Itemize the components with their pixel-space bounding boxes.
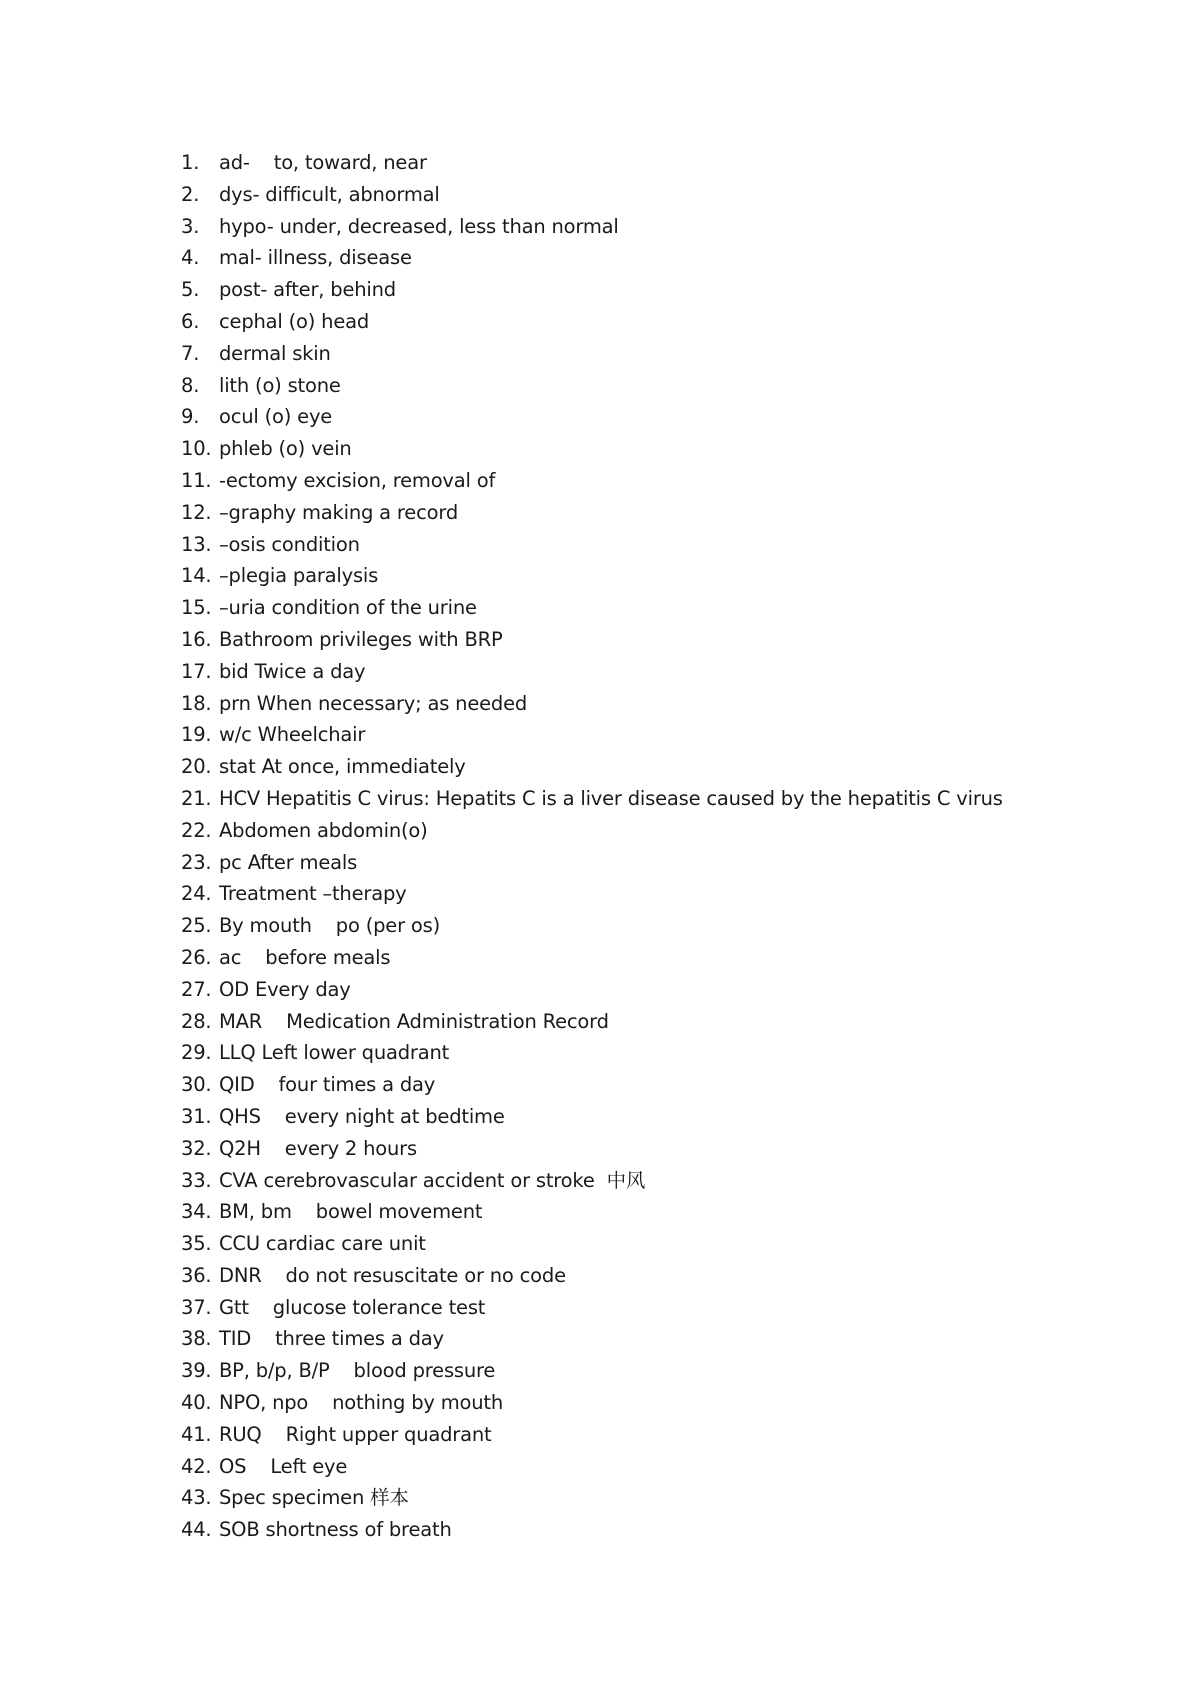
list-item-text: stat At once, immediately — [219, 755, 466, 779]
list-item — [181, 656, 1141, 688]
list-item — [181, 910, 1141, 942]
list-item-number: 41. — [181, 1422, 212, 1446]
list-item-text: –graphy making a record — [219, 500, 458, 524]
list-item-text: hypo- under, decreased, less than normal — [219, 214, 619, 238]
list-item-number: 28. — [181, 1009, 212, 1033]
list-item-text: Abdomen abdomin(o) — [219, 818, 428, 842]
list-item-number: 33. — [181, 1168, 212, 1192]
list-item-text: prn When necessary; as needed — [219, 691, 528, 715]
list-item — [181, 1482, 1141, 1514]
list-item — [181, 719, 1141, 751]
list-item — [181, 1323, 1141, 1355]
list-item-text: SOB shortness of breath — [219, 1518, 452, 1542]
list-item-number: 16. — [181, 627, 212, 651]
list-item-number: 23. — [181, 850, 212, 874]
list-item — [181, 1133, 1141, 1165]
list-item-text: post- after, behind — [219, 278, 396, 302]
list-item — [181, 1165, 1141, 1197]
list-item — [181, 433, 1141, 465]
list-item-number: 9. — [181, 405, 200, 429]
list-item-number: 24. — [181, 882, 212, 906]
list-item-number: 36. — [181, 1263, 212, 1287]
list-item — [181, 974, 1141, 1006]
list-item-number: 13. — [181, 532, 212, 556]
list-item-number: 2. — [181, 182, 200, 206]
list-item-number: 12. — [181, 500, 212, 524]
list-item-text: MAR Medication Administration Record — [219, 1009, 609, 1033]
list-item — [181, 179, 1141, 211]
list-item-number: 44. — [181, 1518, 212, 1542]
list-item-text: pc After meals — [219, 850, 358, 874]
list-item-text: By mouth po (per os) — [219, 914, 441, 938]
list-item-text: CCU cardiac care unit — [219, 1232, 426, 1256]
list-item-number: 15. — [181, 596, 212, 620]
list-item — [181, 211, 1141, 243]
list-item — [181, 878, 1141, 910]
list-item-number: 37. — [181, 1295, 212, 1319]
list-item-text: OD Every day — [219, 977, 351, 1001]
list-item-number: 7. — [181, 341, 200, 365]
list-item-number: 38. — [181, 1327, 212, 1351]
list-item-number: 8. — [181, 373, 200, 397]
list-item — [181, 465, 1141, 497]
list-item — [181, 1260, 1141, 1292]
list-item-text: Q2H every 2 hours — [219, 1136, 417, 1160]
list-item — [181, 1292, 1141, 1324]
list-item-number: 39. — [181, 1359, 212, 1383]
list-item-number: 40. — [181, 1391, 212, 1415]
list-item-number: 1. — [181, 151, 200, 174]
list-item — [181, 815, 1141, 847]
list-item-text: bid Twice a day — [219, 659, 366, 683]
list-item — [181, 1101, 1141, 1133]
list-item-text: –plegia paralysis — [219, 564, 379, 588]
list-item-text: HCV Hepatitis C virus: Hepatits C is a liver disease caused by the hepatitis C virus — [219, 786, 1003, 810]
list-item-number: 19. — [181, 723, 212, 747]
list-item-text: mal- illness, disease — [219, 246, 412, 270]
list-item — [181, 242, 1141, 274]
list-item-text: Bathroom privileges with BRP — [219, 627, 503, 651]
list-item-text: ac before meals — [219, 945, 391, 969]
list-item-number: 29. — [181, 1041, 212, 1065]
list-item-text: phleb (o) vein — [219, 437, 352, 461]
list-item-text: lith (o) stone — [219, 373, 341, 397]
list-item — [181, 1514, 1141, 1546]
list-item-text: dermal skin — [219, 341, 331, 365]
list-item — [181, 1451, 1141, 1483]
list-item-number: 31. — [181, 1104, 212, 1128]
list-item-number: 11. — [181, 468, 212, 492]
list-item-text: dys- difficult, abnormal — [219, 182, 440, 206]
terms-list — [181, 147, 1141, 1546]
list-item — [181, 751, 1141, 783]
list-item — [181, 274, 1141, 306]
list-item-text: –uria condition of the urine — [219, 596, 477, 620]
list-item-number: 42. — [181, 1454, 212, 1478]
list-item-text: LLQ Left lower quadrant — [219, 1041, 450, 1065]
list-item — [181, 338, 1141, 370]
list-item-number: 22. — [181, 818, 212, 842]
list-item-text: Treatment –therapy — [219, 882, 407, 906]
list-item-number: 18. — [181, 691, 212, 715]
list-item-text: cephal (o) head — [219, 309, 370, 333]
list-item-text: CVA cerebrovascular accident or stroke 中风 — [219, 1168, 646, 1192]
list-item-number: 21. — [181, 786, 212, 810]
list-item-text: BM, bm bowel movement — [219, 1200, 483, 1224]
list-item — [181, 560, 1141, 592]
list-item-text: QID four times a day — [219, 1073, 436, 1097]
list-item — [181, 592, 1141, 624]
list-item — [181, 624, 1141, 656]
list-item-text: TID three times a day — [219, 1327, 444, 1351]
list-item — [181, 1006, 1141, 1038]
list-item — [181, 1037, 1141, 1069]
list-item — [181, 306, 1141, 338]
list-item — [181, 147, 1141, 179]
list-item — [181, 1355, 1141, 1387]
list-item — [181, 529, 1141, 561]
list-item-text: RUQ Right upper quadrant — [219, 1422, 492, 1446]
list-item-text: DNR do not resuscitate or no code — [219, 1263, 566, 1287]
list-item-number: 5. — [181, 278, 200, 302]
list-item-text: -ectomy excision, removal of — [219, 468, 496, 492]
list-item-number: 6. — [181, 309, 200, 333]
list-item — [181, 1196, 1141, 1228]
list-item-number: 26. — [181, 945, 212, 969]
list-item — [181, 1387, 1141, 1419]
list-item-text: NPO, npo nothing by mouth — [219, 1391, 504, 1415]
list-item-number: 35. — [181, 1232, 212, 1256]
list-item — [181, 1069, 1141, 1101]
list-item-number: 27. — [181, 977, 212, 1001]
list-item — [181, 847, 1141, 879]
list-item — [181, 1228, 1141, 1260]
list-item-number: 43. — [181, 1486, 212, 1510]
list-item-number: 30. — [181, 1073, 212, 1097]
list-item-number: 3. — [181, 214, 200, 238]
list-item — [181, 942, 1141, 974]
list-item — [181, 497, 1141, 529]
list-item-text: Gtt glucose tolerance test — [219, 1295, 486, 1319]
list-item-number: 14. — [181, 564, 212, 588]
list-item-number: 34. — [181, 1200, 212, 1224]
list-item-number: 4. — [181, 246, 200, 270]
list-item — [181, 688, 1141, 720]
list-item-number: 20. — [181, 755, 212, 779]
list-item-text: ad- to, toward, near — [219, 151, 427, 174]
list-item-text: BP, b/p, B/P blood pressure — [219, 1359, 496, 1383]
list-item-text: w/c Wheelchair — [219, 723, 366, 747]
list-item-text: –osis condition — [219, 532, 360, 556]
list-item-number: 32. — [181, 1136, 212, 1160]
list-item-number: 10. — [181, 437, 212, 461]
list-item — [181, 783, 1141, 815]
list-item-number: 25. — [181, 914, 212, 938]
list-item-text: QHS every night at bedtime — [219, 1104, 505, 1128]
list-item-number: 17. — [181, 659, 212, 683]
list-item — [181, 401, 1141, 433]
list-item — [181, 370, 1141, 402]
list-item-text: ocul (o) eye — [219, 405, 333, 429]
list-item-text: Spec specimen 样本 — [219, 1486, 409, 1510]
list-item-text: OS Left eye — [219, 1454, 348, 1478]
list-item — [181, 1419, 1141, 1451]
